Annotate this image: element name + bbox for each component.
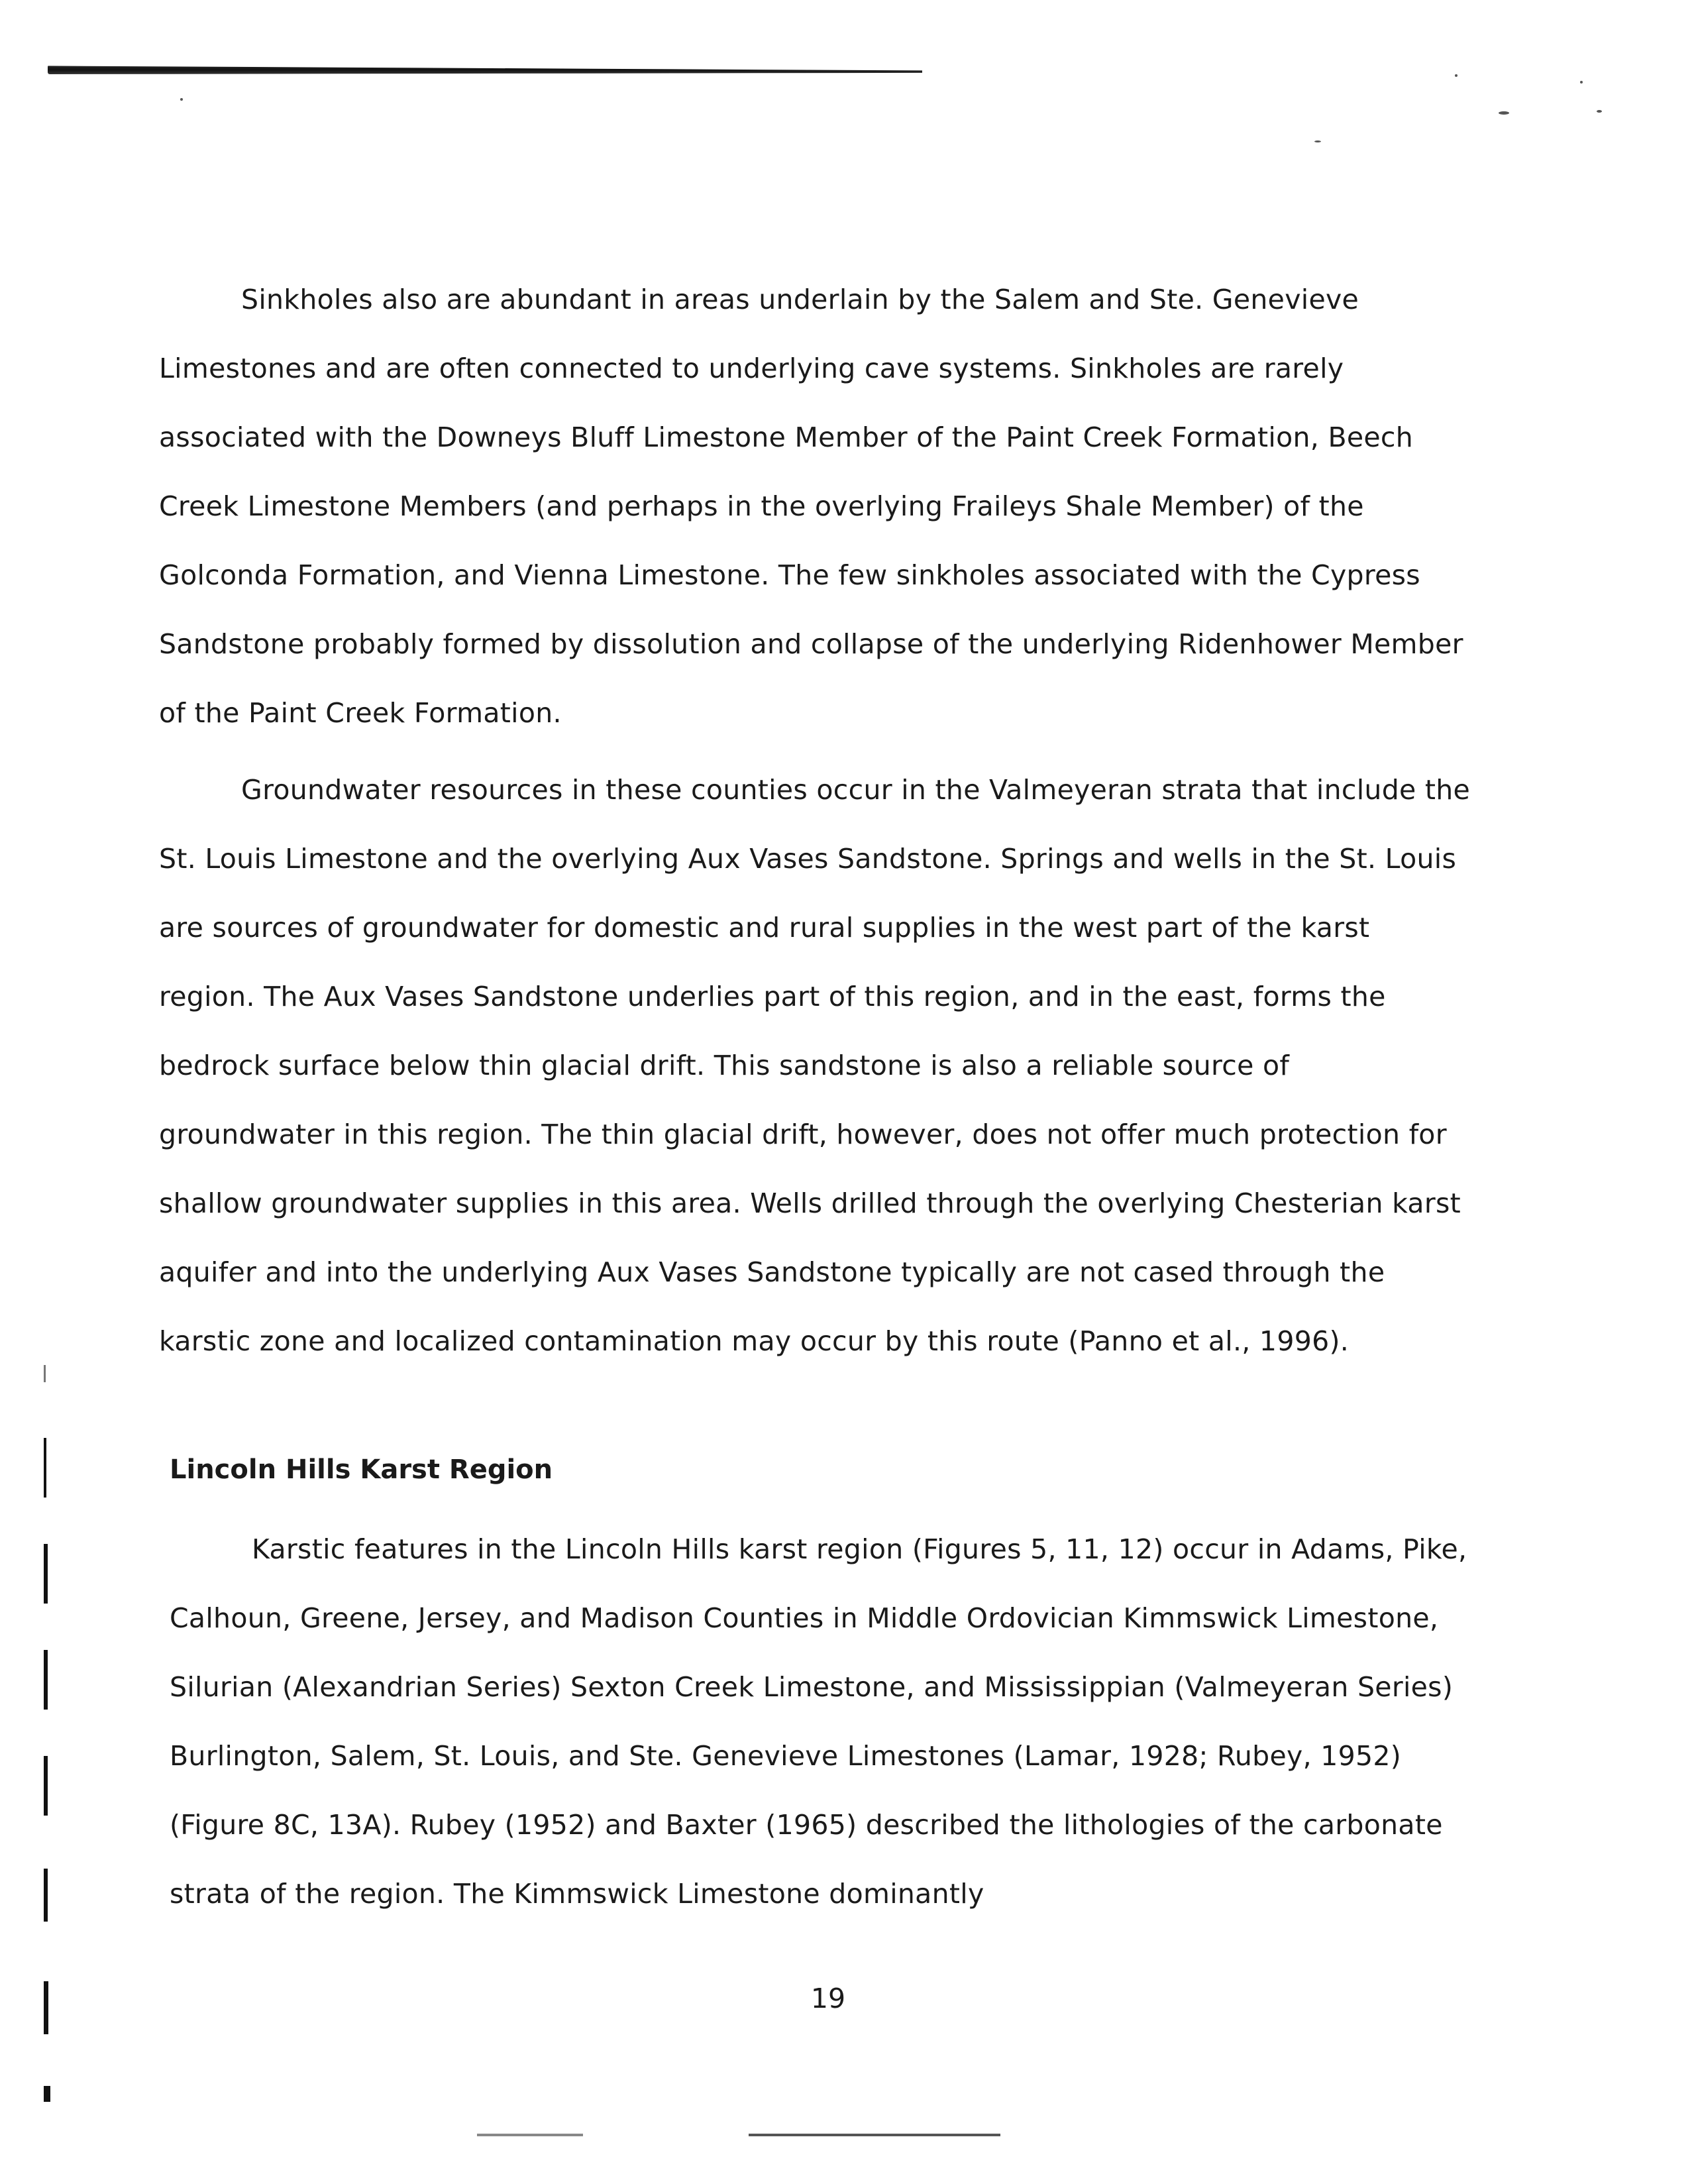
page-number: 19 — [810, 1983, 846, 2014]
margin-mark — [44, 2086, 50, 2102]
margin-mark — [44, 1756, 48, 1816]
scan-artifact — [180, 98, 183, 101]
paragraph-lincoln-hills: Karstic features in the Lincoln Hills karst region (Figures 5, 11, 12) occur in Adams, Pike, Calhoun, Greene, Jersey, and Madison Counties in Middle Ordovician Kimmswick Limestone, Silurian (Alexandrian Series) Sexton Creek Limestone, and Mississippian (Valmeyeran Series) Burlington, Salem, St. Louis, and Ste. Genevieve Limestones (Lamar, 1928; Rubey, 1952) (Figure 8C, 13A). Rubey (1952) and Baxter (1965) described the lithologies of the carbonate strata of the region. The Kimmswick Limestone dominantly — [170, 1533, 1467, 1910]
margin-mark — [44, 1365, 46, 1382]
margin-mark — [44, 1544, 48, 1604]
margin-mark — [44, 1650, 48, 1710]
margin-mark — [44, 1438, 46, 1498]
section-heading: Lincoln Hills Karst Region — [170, 1454, 553, 1485]
scan-artifact — [477, 2134, 583, 2136]
scan-artifact — [1455, 74, 1458, 77]
scan-artifact — [1499, 111, 1509, 115]
scan-artifact — [1597, 110, 1602, 113]
margin-mark — [44, 1981, 48, 2034]
margin-mark — [44, 1869, 48, 1922]
scan-artifact — [1580, 81, 1583, 83]
paragraph-groundwater: Groundwater resources in these counties occur in the Valmeyeran strata that include the St. Louis Limestone and the overlying Aux Vases Sandstone. Springs and wells in the St. Louis are sources of groundwater for domestic and rural supplies in the west part of the karst region. The Aux Vases Sandstone underlies part of this region, and in the east, forms the bedrock surface below thin glacial drift. This sandstone is also a reliable source of groundwater in this region. The thin glacial drift, however, does not offer much protection for shallow groundwater supplies in this area. Wells drilled through the overlying Chesterian karst aquifer and into the underlying Aux Vases Sandstone typically are not cased through the karstic zone and localized contamination may occur by this route (Panno et al., 1996). — [159, 774, 1471, 1357]
paragraph-sinkholes: Sinkholes also are abundant in areas underlain by the Salem and Ste. Genevieve Limestones and are often connected to underlying cave systems. Sinkholes are rarely associated with the Downeys Bluff Limestone Member of the Paint Creek Formation, Beech Creek Limestone Members (and perhaps in the overlying Fraileys Shale Member) of the Golconda Formation, and Vienna Limestone. The few sinkholes associated with the Cypress Sandstone probably formed by dissolution and collapse of the underlying Ridenhower Member of the Paint Creek Formation. — [159, 284, 1463, 729]
scan-artifact — [749, 2134, 1000, 2136]
top-scan-rule — [48, 65, 922, 74]
scan-artifact — [1314, 140, 1321, 142]
